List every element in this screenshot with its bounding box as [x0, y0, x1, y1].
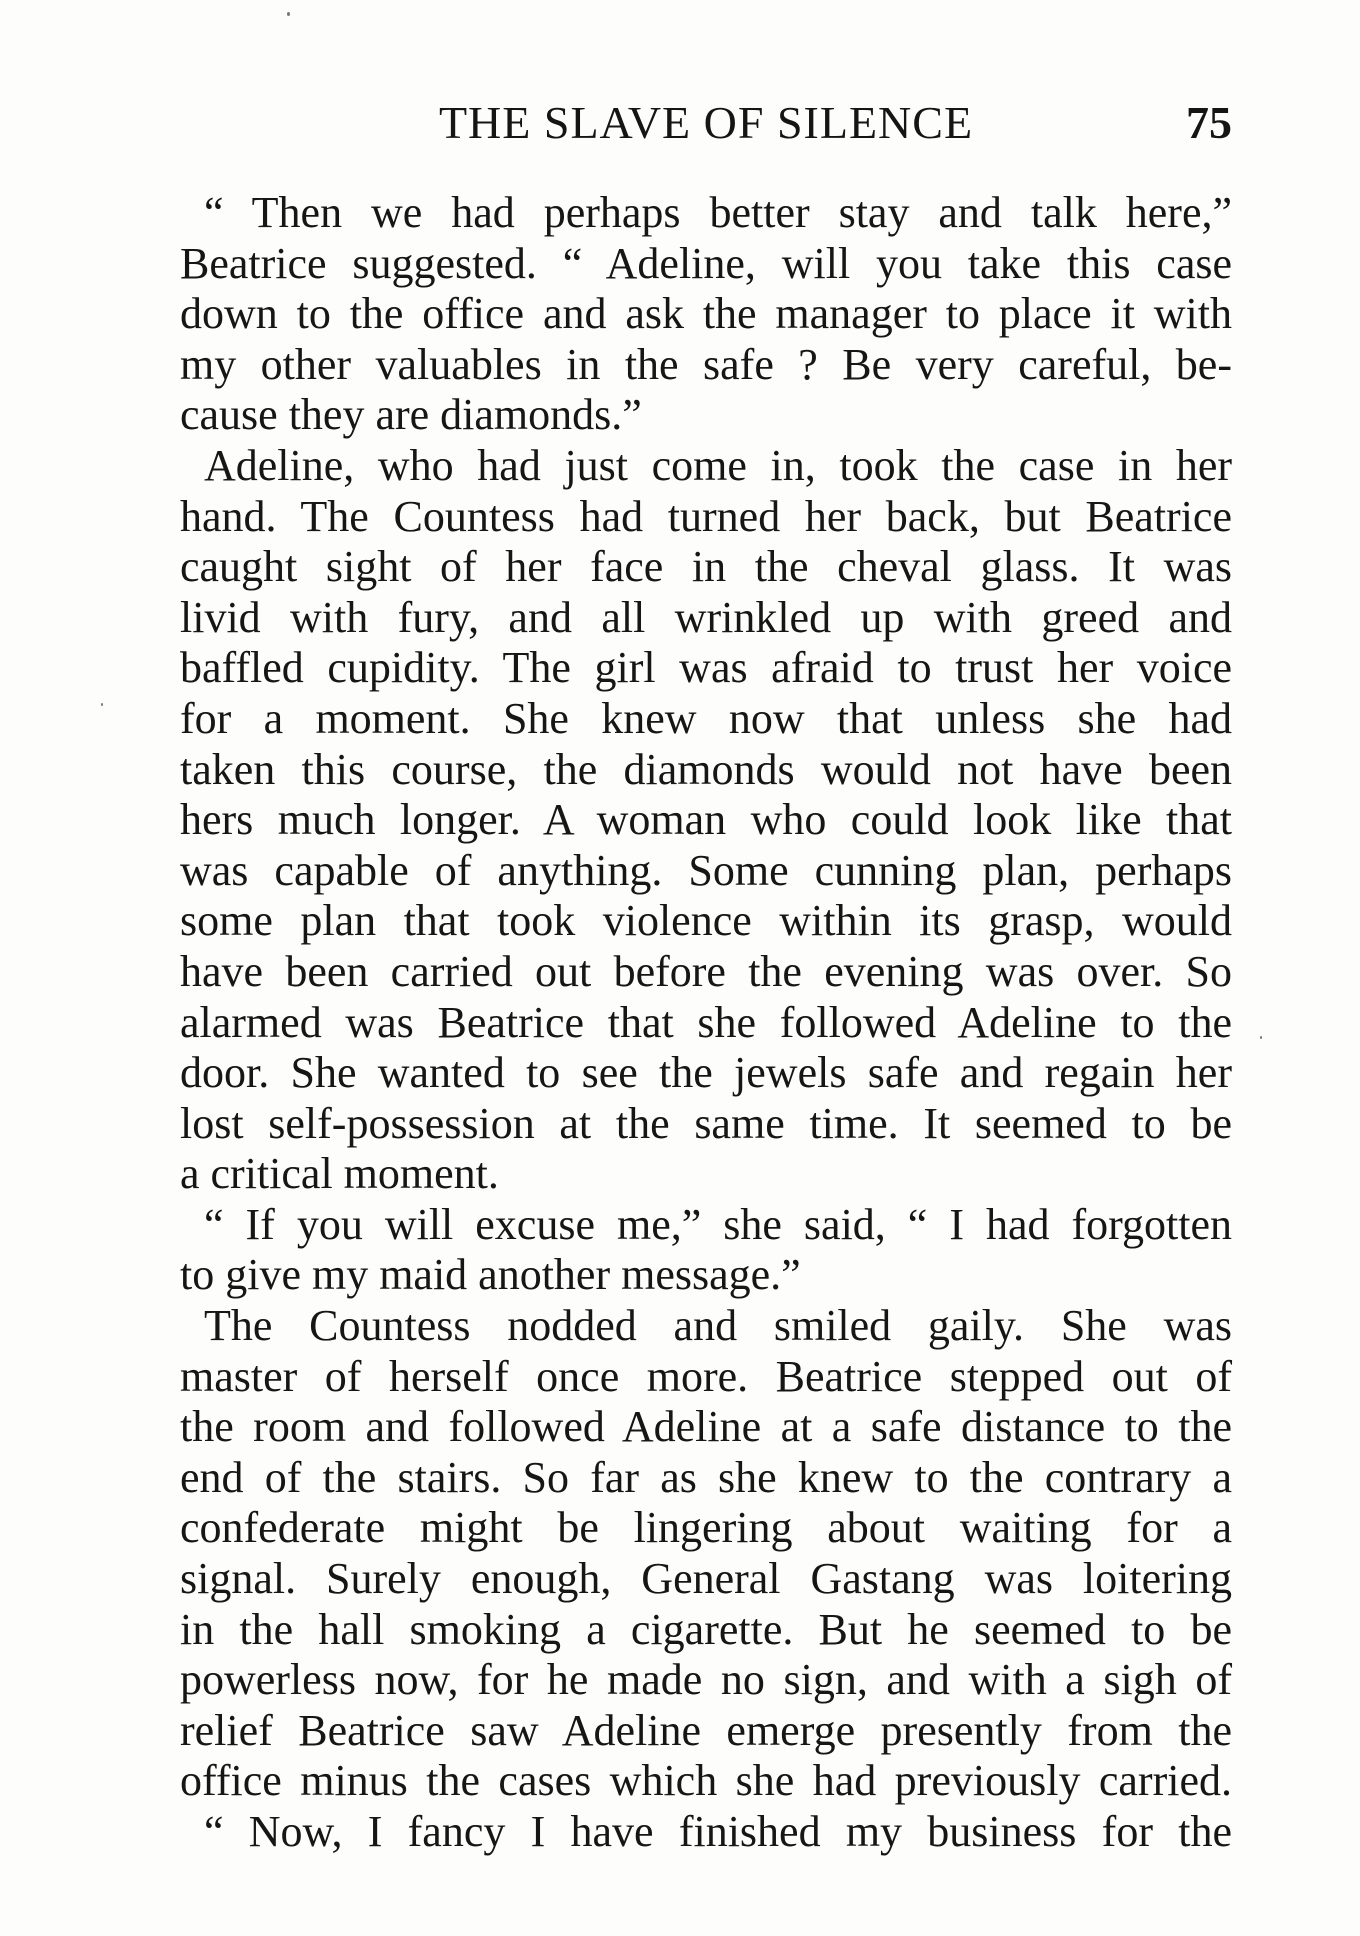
- print-speck: [1260, 1036, 1262, 1039]
- text-line: office minus the cases which she had previously carried.: [180, 1756, 1232, 1806]
- text-line: powerless now, for he made no sign, and with a sigh of: [180, 1655, 1232, 1705]
- text-line: alarmed was Beatrice that she followed Adeline to the: [180, 997, 1232, 1047]
- text-line: hand. The Countess had turned her back, but Beatrice: [180, 491, 1232, 541]
- print-speck: [101, 703, 103, 706]
- text-line: “ Then we had perhaps better stay and talk here,”: [204, 188, 1232, 237]
- text-line: signal. Surely enough, General Gastang was loitering: [180, 1554, 1232, 1604]
- text-line: relief Beatrice saw Adeline emerge presently from the: [180, 1705, 1232, 1755]
- text-line: confederate might be lingering about waiting for a: [180, 1503, 1232, 1553]
- text-line: Adeline, who had just come in, took the case in her: [204, 440, 1232, 490]
- text-line: Beatrice suggested. “ Adeline, will you take this case: [180, 238, 1232, 288]
- text-line: baffled cupidity. The girl was afraid to trust her voice: [180, 643, 1232, 693]
- text-line: hers much longer. A woman who could look like that: [180, 795, 1232, 845]
- text-line: taken this course, the diamonds would not have been: [180, 744, 1232, 794]
- text-line: the room and followed Adeline at a safe distance to the: [180, 1402, 1232, 1452]
- text-line: was capable of anything. Some cunning plan, perhaps: [180, 845, 1232, 895]
- body-text: [180, 188, 1232, 1858]
- text-line: end of the stairs. So far as she knew to the contrary a: [180, 1452, 1232, 1502]
- text-line: The Countess nodded and smiled gaily. She was: [204, 1301, 1232, 1351]
- page-number: 75: [1186, 97, 1232, 148]
- text-line: door. She wanted to see the jewels safe and regain her: [180, 1048, 1232, 1098]
- text-line: “ If you will excuse me,” she said, “ I had forgotten: [204, 1199, 1232, 1249]
- text-line: livid with fury, and all wrinkled up with greed and: [180, 592, 1232, 642]
- running-title: THE SLAVE OF SILENCE: [438, 97, 974, 148]
- print-speck: [287, 12, 290, 16]
- running-head: [180, 96, 1232, 156]
- text-line: for a moment. She knew now that unless she had: [180, 693, 1232, 743]
- text-line: lost self-possession at the same time. It seemed to be: [180, 1098, 1232, 1148]
- text-line: down to the office and ask the manager to place it with: [180, 289, 1232, 339]
- text-line: some plan that took violence within its grasp, would: [180, 896, 1232, 946]
- text-line: master of herself once more. Beatrice stepped out of: [180, 1351, 1232, 1401]
- text-line: caught sight of her face in the cheval glass. It was: [180, 542, 1232, 592]
- text-line: my other valuables in the safe ? Be very careful, be-: [180, 339, 1232, 389]
- text-line: to give my maid another message.”: [180, 1250, 801, 1300]
- text-line: “ Now, I fancy I have finished my business for the: [204, 1807, 1232, 1856]
- text-line: have been carried out before the evening was over. So: [180, 946, 1232, 996]
- text-line: in the hall smoking a cigarette. But he seemed to be: [180, 1604, 1232, 1654]
- text-line: a critical moment.: [180, 1149, 499, 1199]
- text-line: cause they are diamonds.”: [180, 390, 642, 440]
